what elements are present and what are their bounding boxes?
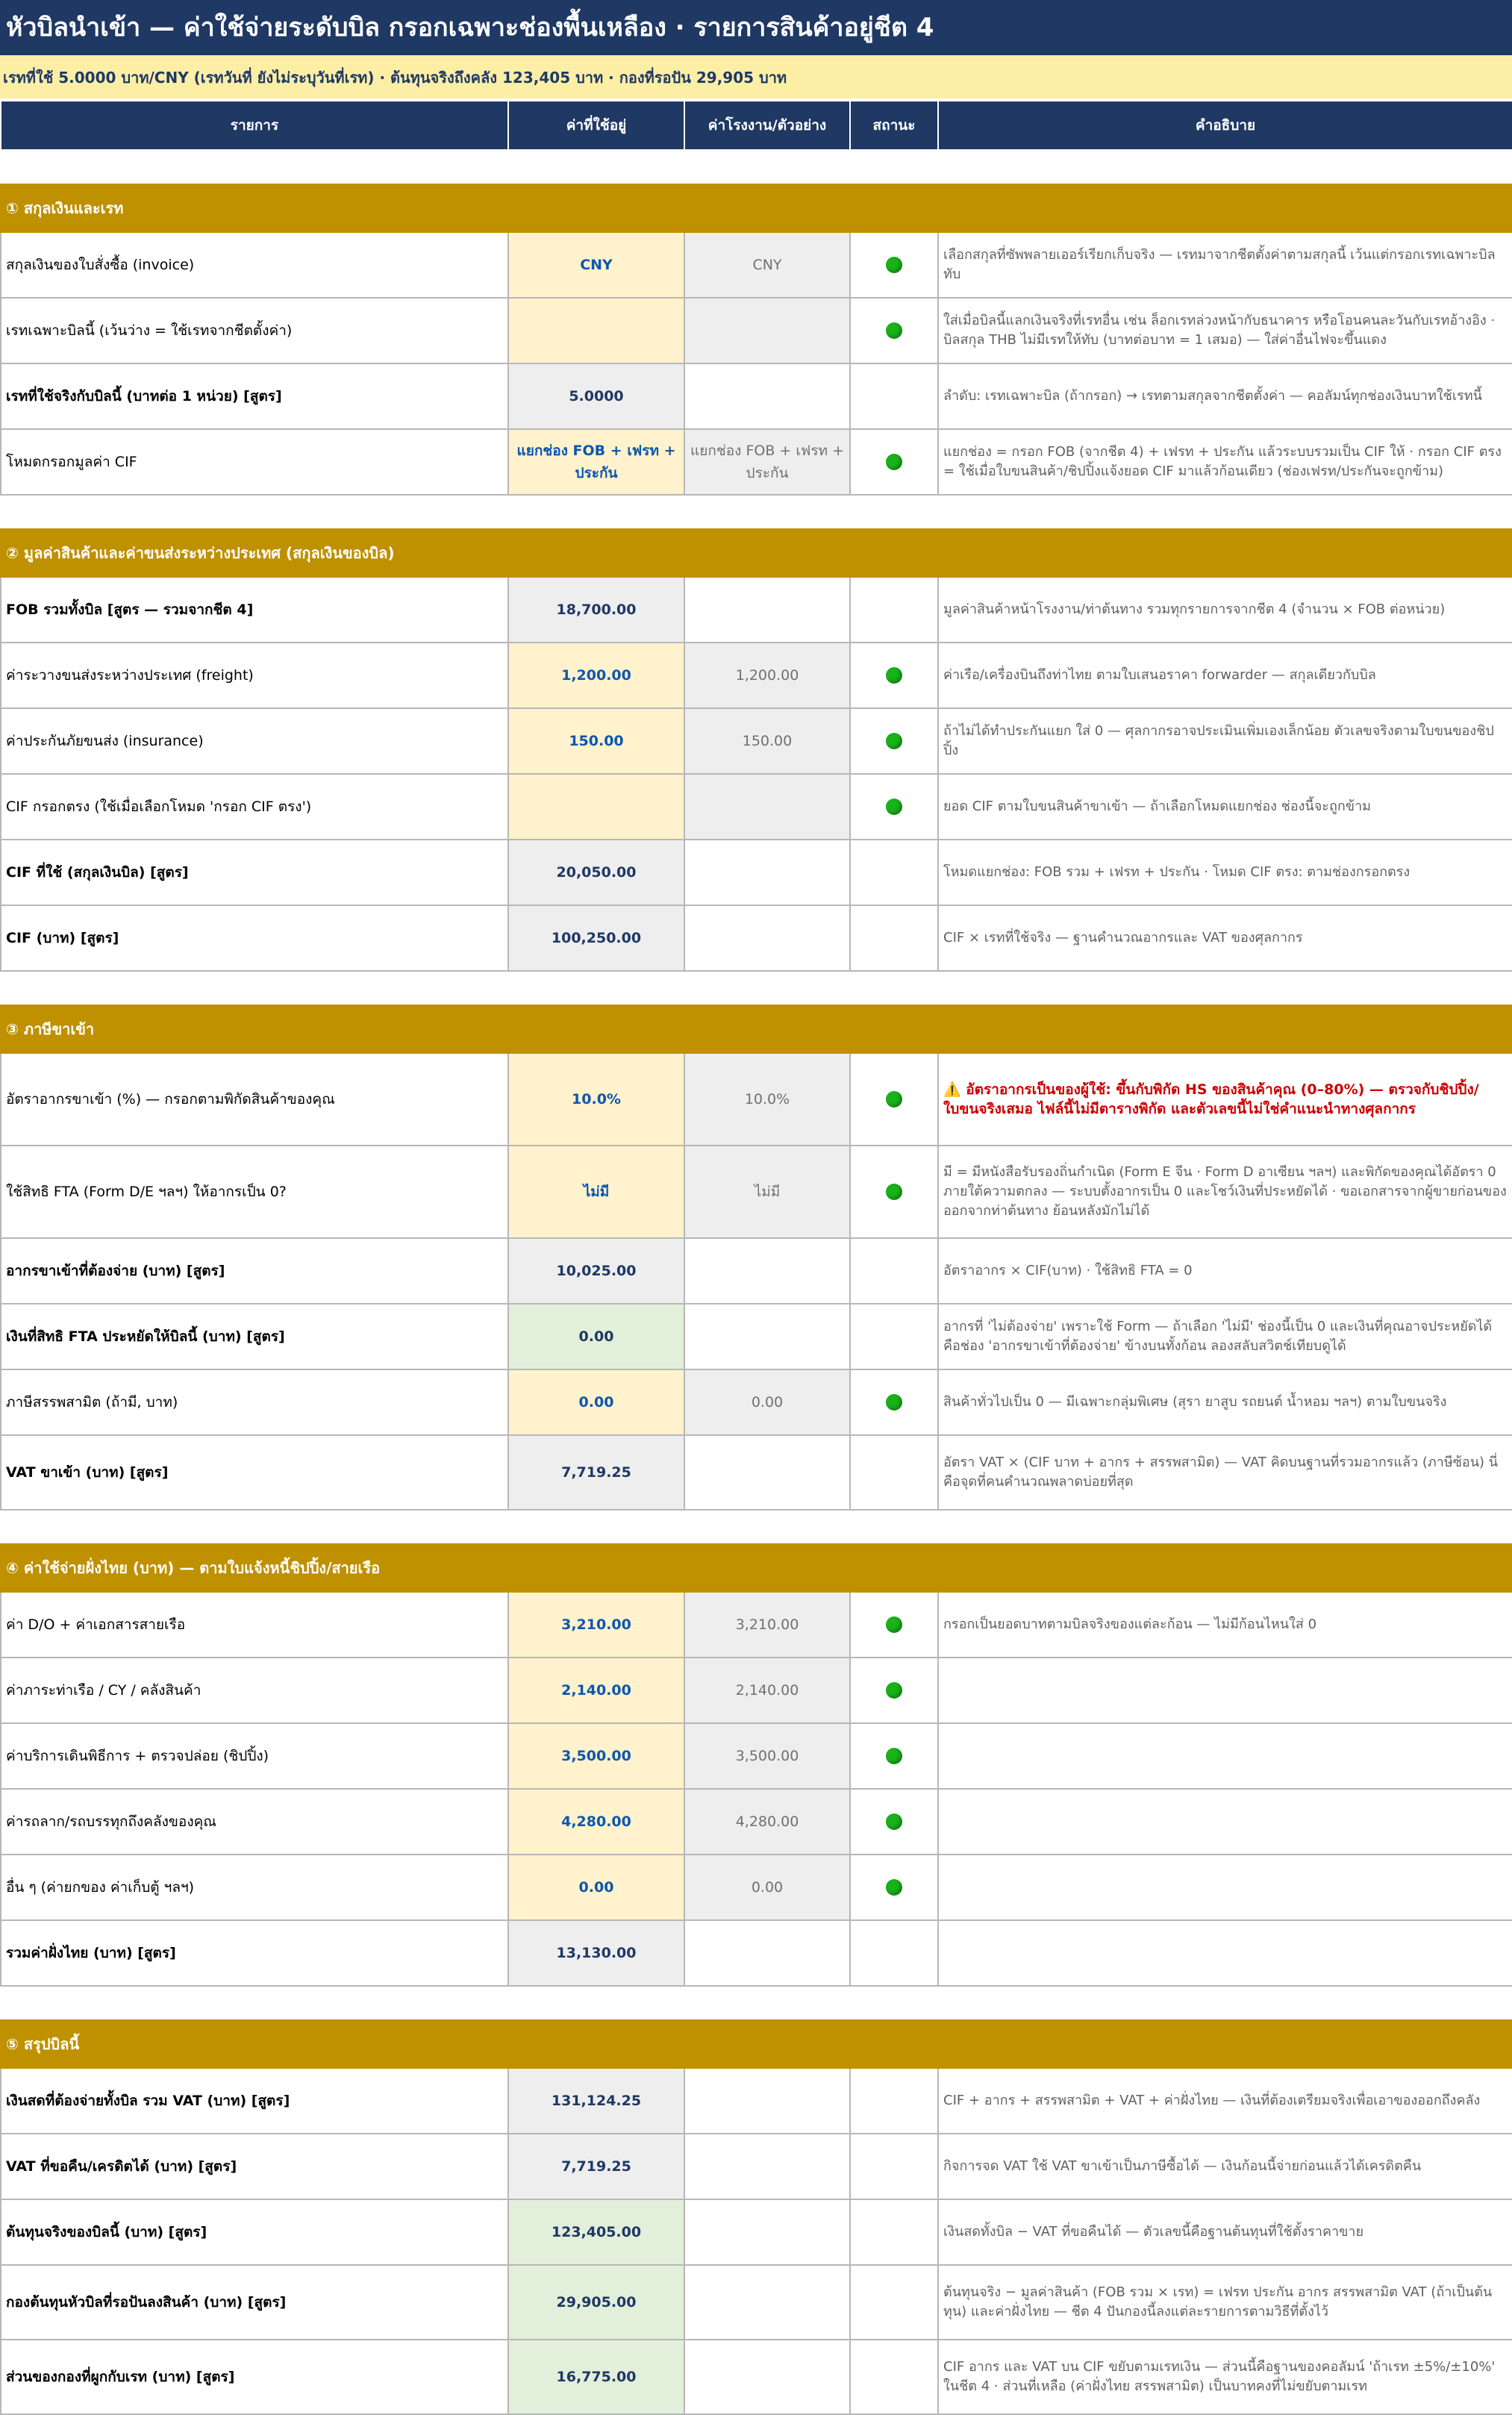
table-row bbox=[1, 1855, 1512, 1920]
row-label: อื่น ๆ (ค่ายกของ ค่าเก็บตู้ ฯลฯ) bbox=[1, 1855, 508, 1920]
input-cell[interactable]: 0.00 bbox=[508, 1369, 684, 1435]
example-cell bbox=[684, 298, 850, 363]
warning-description: ⚠️ อัตราอากรเป็นของผู้ใช้: ขึ้นกับพิกัด HS ของสินค้าคุณ (0–80%) — ตรวจกับชิปปิ้ง/ใบขนจริงเสมอ ไฟล์นี้ไม่มีตารางพิกัด และตัวเลขนี้ไม่ใช่คำแนะนำทางศุลกากร bbox=[938, 1053, 1512, 1146]
row-label: FOB รวมทั้งบิล [สูตร — รวมจากชีต 4] bbox=[1, 577, 508, 643]
status-cell bbox=[850, 577, 938, 643]
row-description bbox=[938, 1920, 1512, 1986]
status-cell bbox=[850, 1238, 938, 1304]
table-row bbox=[1, 905, 1512, 971]
example-cell: 2,140.00 bbox=[684, 1658, 850, 1723]
row-label: อากรขาเข้าที่ต้องจ่าย (บาท) [สูตร] bbox=[1, 1238, 508, 1304]
input-cell[interactable]: 10.0% bbox=[508, 1053, 684, 1146]
row-description: กรอกเป็นยอดบาทตามบิลจริงของแต่ละก้อน — ไม่มีก้อนไหนใส่ 0 bbox=[938, 1592, 1512, 1658]
input-cell[interactable] bbox=[508, 774, 684, 840]
example-cell: CNY bbox=[684, 232, 850, 298]
row-label: ค่าบริการเดินพิธีการ + ตรวจปล่อย (ชิปปิ้ง) bbox=[1, 1723, 508, 1789]
section-spacer bbox=[1, 1986, 1512, 2020]
input-cell[interactable]: 3,210.00 bbox=[508, 1592, 684, 1658]
status-cell bbox=[850, 1920, 938, 1986]
table-row bbox=[1, 1920, 1512, 1986]
row-description bbox=[938, 1723, 1512, 1789]
green-dot-icon bbox=[886, 1748, 902, 1764]
row-description: อัตราอากร × CIF(บาท) · ใช้สิทธิ FTA = 0 bbox=[938, 1238, 1512, 1304]
row-label: CIF กรอกตรง (ใช้เมื่อเลือกโหมด 'กรอก CIF ตรง') bbox=[1, 774, 508, 840]
example-cell bbox=[684, 1435, 850, 1510]
section-spacer bbox=[1, 971, 1512, 1005]
row-label: เงินที่สิทธิ FTA ประหยัดให้บิลนี้ (บาท) [สูตร] bbox=[1, 1304, 508, 1369]
status-cell bbox=[850, 363, 938, 429]
spacer-cell bbox=[1, 495, 1512, 529]
input-cell[interactable]: 4,280.00 bbox=[508, 1789, 684, 1855]
section-spacer bbox=[1, 495, 1512, 529]
table-row bbox=[1, 708, 1512, 774]
input-cell[interactable]: 2,140.00 bbox=[508, 1658, 684, 1723]
formula-cell: 0.00 bbox=[508, 1304, 684, 1369]
table-row bbox=[1, 1053, 1512, 1146]
column-header-row bbox=[1, 101, 1512, 150]
green-dot-icon bbox=[886, 1682, 902, 1699]
status-cell bbox=[850, 1723, 938, 1789]
column-header-item[interactable]: รายการ bbox=[1, 101, 508, 150]
input-cell[interactable]: แยกช่อง FOB + เฟรท + ประกัน bbox=[508, 429, 684, 495]
input-cell[interactable]: 0.00 bbox=[508, 1855, 684, 1920]
table-row bbox=[1, 1658, 1512, 1723]
input-cell[interactable]: CNY bbox=[508, 232, 684, 298]
formula-cell: 10,025.00 bbox=[508, 1238, 684, 1304]
example-cell bbox=[684, 2340, 850, 2414]
status-cell bbox=[850, 2068, 938, 2134]
row-description: ลำดับ: เรทเฉพาะบิล (ถ้ากรอก) → เรทตามสกุลจากชีตตั้งค่า — คอลัมน์ทุกช่องเงินบาทใช้เรทนี้ bbox=[938, 363, 1512, 429]
status-cell bbox=[850, 1789, 938, 1855]
row-description: ใส่เมื่อบิลนี้แลกเงินจริงที่เรทอื่น เช่น ล็อกเรทล่วงหน้ากับธนาคาร หรือโอนคนละวันกับเรทอ้างอิง · บิลสกุล THB ไม่มีเรทให้ทับ (บาทต่อบาท = 1 เสมอ) — ใส่ค่าอื่นไฟจะขึ้นแดง bbox=[938, 298, 1512, 363]
input-cell[interactable]: ไม่มี bbox=[508, 1146, 684, 1238]
column-header-example[interactable]: ค่าโรงงาน/ตัวอย่าง bbox=[684, 101, 850, 150]
row-label: กองต้นทุนหัวบิลที่รอปันลงสินค้า (บาท) [สูตร] bbox=[1, 2265, 508, 2340]
input-cell[interactable]: 3,500.00 bbox=[508, 1723, 684, 1789]
row-label: ใช้สิทธิ FTA (Form D/E ฯลฯ) ให้อากรเป็น 0? bbox=[1, 1146, 508, 1238]
row-label: ค่าภาระท่าเรือ / CY / คลังสินค้า bbox=[1, 1658, 508, 1723]
section-title: ④ ค่าใช้จ่ายฝั่งไทย (บาท) — ตามใบแจ้งหนี้ชิปปิ้ง/สายเรือ bbox=[1, 1544, 1512, 1592]
example-cell: 150.00 bbox=[684, 708, 850, 774]
status-cell bbox=[850, 840, 938, 905]
row-description bbox=[938, 1658, 1512, 1723]
formula-cell: 20,050.00 bbox=[508, 840, 684, 905]
example-cell bbox=[684, 2068, 850, 2134]
table-row bbox=[1, 2134, 1512, 2199]
input-cell[interactable]: 150.00 bbox=[508, 708, 684, 774]
section-header bbox=[1, 529, 1512, 577]
status-cell bbox=[850, 1304, 938, 1369]
example-cell bbox=[684, 1920, 850, 1986]
table-row bbox=[1, 2340, 1512, 2414]
example-cell: แยกช่อง FOB + เฟรท + ประกัน bbox=[684, 429, 850, 495]
spacer-cell bbox=[1, 150, 1512, 184]
example-cell: 1,200.00 bbox=[684, 643, 850, 708]
row-description: ยอด CIF ตามใบขนสินค้าขาเข้า — ถ้าเลือกโหมดแยกช่อง ช่องนี้จะถูกข้าม bbox=[938, 774, 1512, 840]
section-header bbox=[1, 1544, 1512, 1592]
green-dot-icon bbox=[886, 667, 902, 684]
status-cell bbox=[850, 1855, 938, 1920]
section-header bbox=[1, 1005, 1512, 1053]
row-description: โหมดแยกช่อง: FOB รวม + เฟรท + ประกัน · โหมด CIF ตรง: ตามช่องกรอกตรง bbox=[938, 840, 1512, 905]
row-label: VAT ขาเข้า (บาท) [สูตร] bbox=[1, 1435, 508, 1510]
table-row bbox=[1, 2068, 1512, 2134]
green-dot-icon bbox=[886, 322, 902, 339]
row-label: เงินสดที่ต้องจ่ายทั้งบิล รวม VAT (บาท) [สูตร] bbox=[1, 2068, 508, 2134]
row-description: ต้นทุนจริง − มูลค่าสินค้า (FOB รวม × เรท) = เฟรท ประกัน อากร สรรพสามิต VAT (ถ้าเป็นต้นทุน) และค่าฝั่งไทย — ชีต 4 ปันกองนี้ลงแต่ละรายการตามวิธีที่ตั้งไว้ bbox=[938, 2265, 1512, 2340]
table-row bbox=[1, 1435, 1512, 1510]
example-cell bbox=[684, 1238, 850, 1304]
status-cell bbox=[850, 1053, 938, 1146]
green-dot-icon bbox=[886, 1394, 902, 1410]
example-cell bbox=[684, 363, 850, 429]
table-row bbox=[1, 1592, 1512, 1658]
row-description: สินค้าทั่วไปเป็น 0 — มีเฉพาะกลุ่มพิเศษ (สุรา ยาสูบ รถยนต์ น้ำหอม ฯลฯ) ตามใบขนจริง bbox=[938, 1369, 1512, 1435]
green-dot-icon bbox=[886, 1184, 902, 1200]
column-header-current-value[interactable]: ค่าที่ใช้อยู่ bbox=[508, 101, 684, 150]
status-cell bbox=[850, 1146, 938, 1238]
row-description: กิจการจด VAT ใช้ VAT ขาเข้าเป็นภาษีซื้อได้ — เงินก้อนนี้จ่ายก่อนแล้วได้เครดิตคืน bbox=[938, 2134, 1512, 2199]
green-dot-icon bbox=[886, 1616, 902, 1633]
table-row bbox=[1, 429, 1512, 495]
example-cell bbox=[684, 840, 850, 905]
formula-cell: 13,130.00 bbox=[508, 1920, 684, 1986]
example-cell bbox=[684, 905, 850, 971]
example-cell: 4,280.00 bbox=[684, 1789, 850, 1855]
row-label: ค่า D/O + ค่าเอกสารสายเรือ bbox=[1, 1592, 508, 1658]
row-description: เงินสดทั้งบิล − VAT ที่ขอคืนได้ — ตัวเลขนี้คือฐานต้นทุนที่ใช้ตั้งราคาขาย bbox=[938, 2199, 1512, 2265]
formula-cell: 18,700.00 bbox=[508, 577, 684, 643]
column-header-description[interactable]: คำอธิบาย bbox=[938, 101, 1512, 150]
section-header bbox=[1, 2020, 1512, 2068]
row-label: ต้นทุนจริงของบิลนี้ (บาท) [สูตร] bbox=[1, 2199, 508, 2265]
row-label: โหมดกรอกมูลค่า CIF bbox=[1, 429, 508, 495]
formula-cell: 29,905.00 bbox=[508, 2265, 684, 2340]
table-row bbox=[1, 1369, 1512, 1435]
row-label: CIF ที่ใช้ (สกุลเงินบิล) [สูตร] bbox=[1, 840, 508, 905]
status-cell bbox=[850, 708, 938, 774]
status-cell bbox=[850, 774, 938, 840]
table-row bbox=[1, 1723, 1512, 1789]
row-label: อัตราอากรขาเข้า (%) — กรอกตามพิกัดสินค้าของคุณ bbox=[1, 1053, 508, 1146]
status-cell bbox=[850, 2199, 938, 2265]
row-label: ค่าประกันภัยขนส่ง (insurance) bbox=[1, 708, 508, 774]
table-row bbox=[1, 840, 1512, 905]
status-cell bbox=[850, 2265, 938, 2340]
section-spacer bbox=[1, 1510, 1512, 1544]
row-label: เรทเฉพาะบิลนี้ (เว้นว่าง = ใช้เรทจากชีตตั้งค่า) bbox=[1, 298, 508, 363]
row-description: อัตรา VAT × (CIF บาท + อากร + สรรพสามิต) — VAT คิดบนฐานที่รวมอากรแล้ว (ภาษีซ้อน) นี่คือจุดที่คนคำนวณพลาดบ่อยที่สุด bbox=[938, 1435, 1512, 1510]
status-cell bbox=[850, 1658, 938, 1723]
row-description: อากรที่ 'ไม่ต้องจ่าย' เพราะใช้ Form — ถ้าเลือก 'ไม่มี' ช่องนี้เป็น 0 และเงินที่คุณอาจประหยัดได้คือช่อง 'อากรขาเข้าที่ต้องจ่าย' ข้างบนทั้งก้อน ลองสลับสวิตช์เทียบดูได้ bbox=[938, 1304, 1512, 1369]
row-label: ค่ารถลาก/รถบรรทุกถึงคลังของคุณ bbox=[1, 1789, 508, 1855]
row-description: เลือกสกุลที่ซัพพลายเออร์เรียกเก็บจริง — เรทมาจากชีตตั้งค่าตามสกุลนี้ เว้นแต่กรอกเรทเฉพาะบิลทับ bbox=[938, 232, 1512, 298]
green-dot-icon bbox=[886, 1091, 902, 1107]
table-row bbox=[1, 2199, 1512, 2265]
example-cell bbox=[684, 2134, 850, 2199]
green-dot-icon bbox=[886, 1879, 902, 1896]
formula-cell: 123,405.00 bbox=[508, 2199, 684, 2265]
row-label: CIF (บาท) [สูตร] bbox=[1, 905, 508, 971]
example-cell: ไม่มี bbox=[684, 1146, 850, 1238]
formula-cell: 5.0000 bbox=[508, 363, 684, 429]
section-title: ③ ภาษีขาเข้า bbox=[1, 1005, 1512, 1053]
row-description: ค่าเรือ/เครื่องบินถึงท่าไทย ตามใบเสนอราคา forwarder — สกุลเดียวกับบิล bbox=[938, 643, 1512, 708]
table-row bbox=[1, 643, 1512, 708]
example-cell bbox=[684, 2199, 850, 2265]
table-row bbox=[1, 1238, 1512, 1304]
green-dot-icon bbox=[886, 1813, 902, 1830]
row-label: ค่าระวางขนส่งระหว่างประเทศ (freight) bbox=[1, 643, 508, 708]
input-cell[interactable]: 1,200.00 bbox=[508, 643, 684, 708]
status-cell bbox=[850, 232, 938, 298]
status-cell bbox=[850, 1435, 938, 1510]
example-cell bbox=[684, 774, 850, 840]
input-cell[interactable] bbox=[508, 298, 684, 363]
green-dot-icon bbox=[886, 733, 902, 749]
status-cell bbox=[850, 2134, 938, 2199]
table-row bbox=[1, 232, 1512, 298]
spacer-cell bbox=[1, 1986, 1512, 2020]
formula-cell: 100,250.00 bbox=[508, 905, 684, 971]
status-cell bbox=[850, 905, 938, 971]
status-cell bbox=[850, 298, 938, 363]
section-title: ⑤ สรุปบิลนี้ bbox=[1, 2020, 1512, 2068]
column-header-status[interactable]: สถานะ bbox=[850, 101, 938, 150]
row-description: CIF + อากร + สรรพสามิต + VAT + ค่าฝั่งไทย — เงินที่ต้องเตรียมจริงเพื่อเอาของออกถึงคลัง bbox=[938, 2068, 1512, 2134]
example-cell bbox=[684, 1304, 850, 1369]
section-title: ① สกุลเงินและเรท bbox=[1, 184, 1512, 232]
section-header bbox=[1, 184, 1512, 232]
table-row bbox=[1, 1146, 1512, 1238]
status-cell bbox=[850, 1369, 938, 1435]
status-cell bbox=[850, 2340, 938, 2414]
row-description: ถ้าไม่ได้ทำประกันแยก ใส่ 0 — ศุลกากรอาจประเมินเพิ่มเองเล็กน้อย ตัวเลขจริงตามใบขนของชิปปิ้ง bbox=[938, 708, 1512, 774]
table-row bbox=[1, 1304, 1512, 1369]
row-description bbox=[938, 1789, 1512, 1855]
row-label: รวมค่าฝั่งไทย (บาท) [สูตร] bbox=[1, 1920, 508, 1986]
row-description: มี = มีหนังสือรับรองถิ่นกำเนิด (Form E จีน · Form D อาเซียน ฯลฯ) และพิกัดของคุณได้อัตรา 0 ภายใต้ความตกลง — ระบบตั้งอากรเป็น 0 และโชว์เงินที่ประหยัดได้ · ขอเอกสารจากผู้ขายก่อนของออกจากท่าต้นทาง ย้อนหลังมักไม่ได้ bbox=[938, 1146, 1512, 1238]
example-cell: 0.00 bbox=[684, 1369, 850, 1435]
bill-header-table bbox=[0, 100, 1512, 2415]
table-row bbox=[1, 363, 1512, 429]
row-description: CIF อากร และ VAT บน CIF ขยับตามเรทเงิน — ส่วนนี้คือฐานของคอลัมน์ 'ถ้าเรท ±5%/±10%' ในชีต 4 · ส่วนที่เหลือ (ค่าฝั่งไทย สรรพสามิต) เป็นบาทคงที่ไม่ขยับตามเรท bbox=[938, 2340, 1512, 2414]
row-description bbox=[938, 1855, 1512, 1920]
status-cell bbox=[850, 1592, 938, 1658]
row-description: มูลค่าสินค้าหน้าโรงงาน/ท่าต้นทาง รวมทุกรายการจากชีต 4 (จำนวน × FOB ต่อหน่วย) bbox=[938, 577, 1512, 643]
row-label: VAT ที่ขอคืน/เครดิตได้ (บาท) [สูตร] bbox=[1, 2134, 508, 2199]
example-cell: 0.00 bbox=[684, 1855, 850, 1920]
row-label: เรทที่ใช้จริงกับบิลนี้ (บาทต่อ 1 หน่วย) [สูตร] bbox=[1, 363, 508, 429]
formula-cell: 16,775.00 bbox=[508, 2340, 684, 2414]
summary-banner: เรทที่ใช้ 5.0000 บาท/CNY (เรทวันที่ ยังไม่ระบุวันที่เรท) · ต้นทุนจริงถึงคลัง 123,405 บาท · กองที่รอปัน 29,905 บาท bbox=[0, 55, 1512, 100]
row-label: ส่วนของกองที่ผูกกับเรท (บาท) [สูตร] bbox=[1, 2340, 508, 2414]
formula-cell: 7,719.25 bbox=[508, 1435, 684, 1510]
section-title: ② มูลค่าสินค้าและค่าขนส่งระหว่างประเทศ (สกุลเงินของบิล) bbox=[1, 529, 1512, 577]
example-cell: 10.0% bbox=[684, 1053, 850, 1146]
sheet-title: หัวบิลนำเข้า — ค่าใช้จ่ายระดับบิล กรอกเฉพาะช่องพื้นเหลือง · รายการสินค้าอยู่ชีต 4 bbox=[0, 0, 1512, 55]
row-description: แยกช่อง = กรอก FOB (จากชีต 4) + เฟรท + ประกัน แล้วระบบรวมเป็น CIF ให้ · กรอก CIF ตรง = ใช้เมื่อใบขนสินค้า/ชิปปิ้งแจ้งยอด CIF มาแล้วก้อนเดียว (ช่องเฟรท/ประกันจะถูกข้าม) bbox=[938, 429, 1512, 495]
table-row bbox=[1, 1789, 1512, 1855]
table-row bbox=[1, 298, 1512, 363]
green-dot-icon bbox=[886, 257, 902, 273]
status-cell bbox=[850, 429, 938, 495]
spacer-cell bbox=[1, 1510, 1512, 1544]
row-label: สกุลเงินของใบสั่งซื้อ (invoice) bbox=[1, 232, 508, 298]
status-cell bbox=[850, 643, 938, 708]
row-description: CIF × เรทที่ใช้จริง — ฐานคำนวณอากรและ VAT ของศุลกากร bbox=[938, 905, 1512, 971]
green-dot-icon bbox=[886, 454, 902, 470]
spacer-cell bbox=[1, 971, 1512, 1005]
example-cell: 3,210.00 bbox=[684, 1592, 850, 1658]
formula-cell: 131,124.25 bbox=[508, 2068, 684, 2134]
table-row bbox=[1, 774, 1512, 840]
example-cell bbox=[684, 577, 850, 643]
example-cell bbox=[684, 2265, 850, 2340]
section-spacer bbox=[1, 150, 1512, 184]
example-cell: 3,500.00 bbox=[684, 1723, 850, 1789]
green-dot-icon bbox=[886, 799, 902, 815]
table-row bbox=[1, 577, 1512, 643]
formula-cell: 7,719.25 bbox=[508, 2134, 684, 2199]
table-row bbox=[1, 2265, 1512, 2340]
row-label: ภาษีสรรพสามิต (ถ้ามี, บาท) bbox=[1, 1369, 508, 1435]
